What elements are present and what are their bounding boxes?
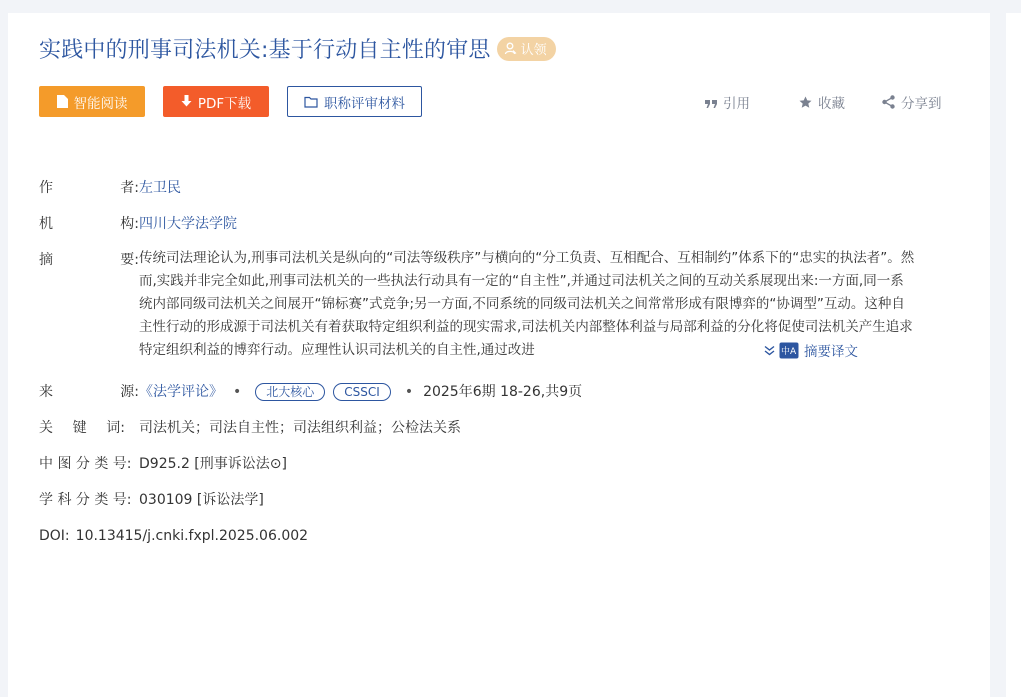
- abstract-text: 传统司法理论认为,刑事司法机关是纵向的“司法等级秩序”与横向的“分工负责、互相配合、互相制约”体系下的“忠实的执法者”。然而,实践并非完全如此,刑事司法机关的一些执法行动具有一定的“自主性”,并通过司法机关之间的互动关系展现出来:一方面,同一系统内部同级司法机关之间展开“锦标赛”式竞争;另一方面,不同系统的同级司法机关之间常常形成有限博弈的“协调型”互动。这种自主性行动的形成源于司法机关有着获取特定组织利益的现实需求,司法机关内部整体利益与局部利益的分化将促使司法机关产生追求特定组织利益的博弈行动。应理性认识司法机关的自主性,通过改进: [139, 250, 915, 358]
- materials-button[interactable]: [287, 86, 422, 117]
- pdf-download-label: PDF下载: [197, 95, 252, 112]
- svg-text:中A: 中A: [781, 346, 797, 357]
- source-row: [39, 381, 582, 403]
- source-journal-link[interactable]: 《法学评论》: [139, 384, 223, 400]
- share-icon: [882, 95, 895, 109]
- cite-label: 引用: [723, 96, 750, 112]
- document-icon: [57, 95, 68, 108]
- separator-dot: •: [404, 384, 414, 400]
- cite-button[interactable]: [705, 92, 750, 112]
- abstract-row: [39, 249, 139, 271]
- org-row: [39, 213, 237, 235]
- source-label: 来 源:: [39, 384, 139, 400]
- clc-label: 中 图 分 类 号:: [39, 456, 132, 472]
- subject-row: [39, 489, 264, 511]
- favorite-button[interactable]: [799, 92, 845, 112]
- materials-label: 职称评审材料: [324, 95, 405, 112]
- pdf-download-button[interactable]: [163, 86, 269, 117]
- keywords-list[interactable]: 司法机关；司法自主性；司法组织利益；公检法关系: [139, 420, 461, 436]
- title-row: [39, 33, 556, 64]
- share-button[interactable]: [882, 92, 942, 112]
- download-icon: [181, 95, 192, 108]
- subject-label: 学 科 分 类 号:: [39, 492, 132, 508]
- clc-value: D925.2 [刑事诉讼法⊙]: [139, 456, 287, 472]
- user-claim-icon: [504, 42, 517, 55]
- claim-badge[interactable]: [497, 37, 556, 61]
- clc-row: [39, 453, 287, 475]
- core-badge-cssci[interactable]: CSSCI: [333, 383, 391, 401]
- doi-label: DOI:: [39, 528, 70, 544]
- share-label: 分享到: [901, 96, 942, 112]
- translate-icon: [779, 342, 799, 359]
- article-title: 实践中的刑事司法机关:基于行动自主性的审思: [39, 38, 491, 63]
- abstract-translate-button[interactable]: [779, 340, 858, 360]
- expand-chevron-icon: [764, 345, 775, 356]
- smart-read-button[interactable]: [39, 86, 145, 117]
- claim-label: 认领: [520, 43, 547, 58]
- smart-read-label: 智能阅读: [73, 95, 128, 112]
- doi-value: 10.13415/j.cnki.fxpl.2025.06.002: [75, 528, 309, 544]
- doi-row: [39, 525, 308, 547]
- subject-value: 030109 [诉讼法学]: [139, 492, 264, 508]
- right-panel-edge: [1006, 13, 1021, 697]
- abstract-expand[interactable]: [760, 340, 858, 360]
- star-icon: [799, 96, 812, 109]
- abstract-label: 摘 要:: [39, 252, 139, 268]
- source-issue: 2025年6期 18-26,共9页: [423, 384, 583, 400]
- keywords-row: [39, 417, 461, 439]
- org-link[interactable]: 四川大学法学院: [139, 216, 237, 232]
- author-row: [39, 177, 181, 199]
- quote-icon: [705, 97, 717, 108]
- author-link[interactable]: 左卫民: [139, 180, 181, 196]
- folder-icon: [304, 96, 318, 108]
- separator-dot: •: [233, 384, 242, 400]
- keywords-label: 关 键 词:: [39, 420, 125, 436]
- favorite-label: 收藏: [818, 96, 845, 112]
- core-badge-pku[interactable]: 北大核心: [255, 383, 325, 401]
- translate-label: 摘要译文: [804, 344, 858, 360]
- author-label: 作 者:: [39, 180, 139, 196]
- org-label: 机 构:: [39, 216, 139, 232]
